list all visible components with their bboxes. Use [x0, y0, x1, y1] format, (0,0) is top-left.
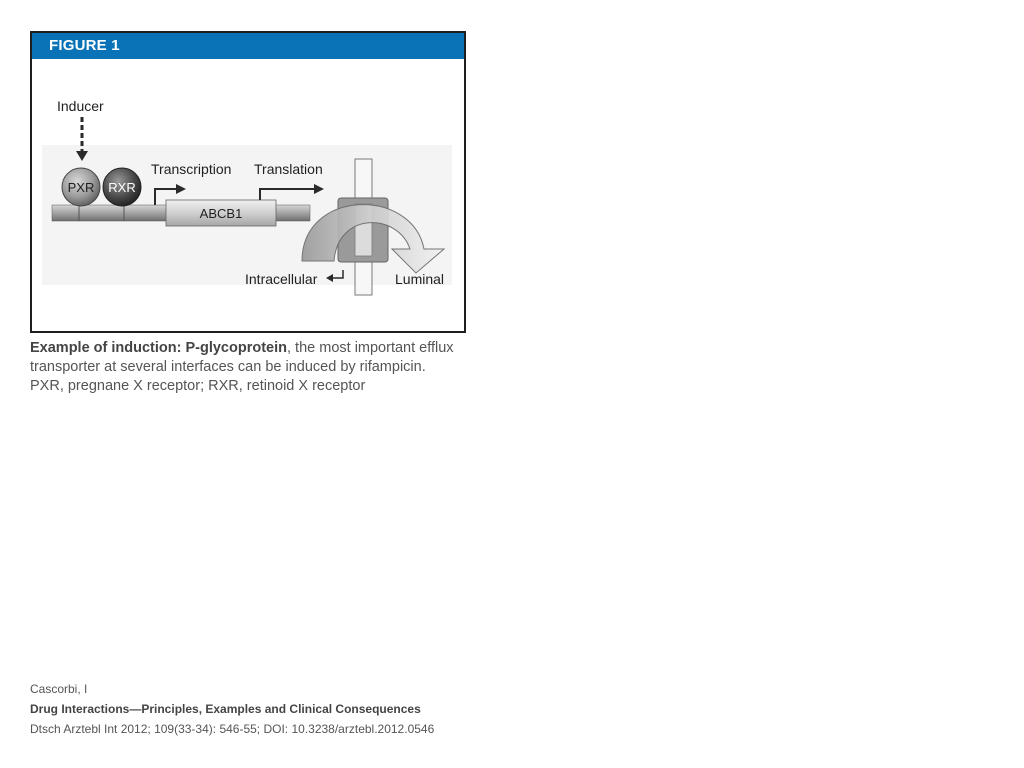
figure-header	[32, 33, 464, 59]
caption-text: , the most important efflux transporter at several interfaces can be induced by rifampicin.	[30, 340, 454, 375]
induction-diagram	[32, 59, 464, 329]
citation-author: Cascorbi, I	[30, 682, 88, 696]
figure-frame	[30, 31, 466, 333]
pxr-label: PXR	[67, 180, 95, 195]
luminal-label: Luminal	[395, 271, 445, 287]
citation-title: Drug Interactions—Principles, Examples and Clinical Consequences	[30, 702, 421, 716]
citation-reference: Dtsch Arztebl Int 2012; 109(33-34): 546-55; DOI: 10.3238/arztebl.2012.0546	[30, 722, 435, 736]
transcription-label: Transcription	[151, 161, 232, 177]
figure-caption	[30, 339, 470, 396]
inducer-label: Inducer	[57, 98, 104, 114]
intracellular-label: Intracellular	[245, 271, 318, 287]
citation-block	[30, 679, 434, 739]
caption-abbreviations: PXR, pregnane X receptor; RXR, retinoid X receptor	[30, 378, 366, 394]
abcb1-gene-label: ABCB1	[199, 206, 243, 221]
translation-label: Translation	[254, 161, 323, 177]
caption-bold: Example of induction: P-glycoprotein	[30, 340, 287, 356]
figure-label: FIGURE 1	[49, 37, 120, 54]
rxr-label: RXR	[108, 180, 136, 195]
